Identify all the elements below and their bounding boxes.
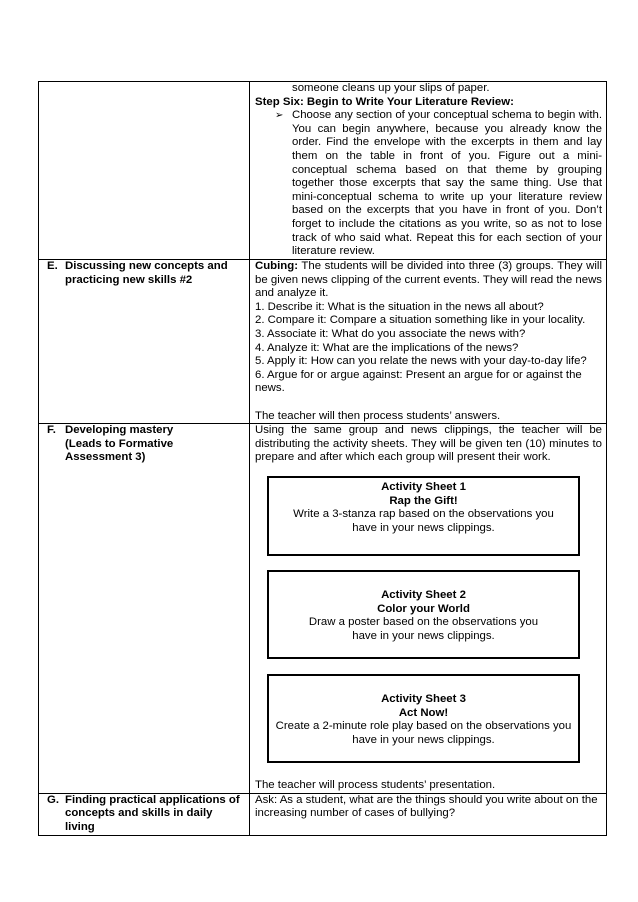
activity-sheet-task: Draw a poster based on the observations you have in your news clippings. <box>308 616 539 642</box>
step-six-title: Step Six: Begin to Write Your Literature Review: <box>255 95 514 108</box>
cubing-item: 4. Analyze it: What are the implications of the news? <box>255 341 519 354</box>
row-f-content-cell <box>250 424 607 793</box>
activity-sheet-task: Write a 3-stanza rap based on the observations you have in your news clippings. <box>293 508 554 534</box>
cubing-item: 2. Compare it: Compare a situation something like in your locality. <box>255 314 586 327</box>
activity-sheet-title: Activity Sheet 3 <box>381 692 466 705</box>
arrow-bullet-icon: ➢ <box>275 110 284 122</box>
row-e-content-cell <box>250 260 607 424</box>
row-g-text: Ask: As a student, what are the things should you write about on the increasing number of cases of bullying? <box>255 793 598 820</box>
activity-sheet-3 <box>267 674 580 763</box>
cubing-item: 3. Associate it: What do you associate the news with? <box>255 327 526 340</box>
row-g-content-cell <box>250 793 607 835</box>
row-g-letter: G. <box>47 793 60 806</box>
row-e <box>39 260 607 424</box>
row-f-label-cell <box>39 424 250 793</box>
activity-sheet-name: Color your World <box>377 602 470 615</box>
cubing-item: 6. Argue for or argue against: Present an argue for or against the news. <box>255 368 582 395</box>
cubing-intro <box>255 260 602 301</box>
row-continuation-content-cell <box>250 82 607 260</box>
row-g-label-cell <box>39 793 250 835</box>
cubing-lead: Cubing: <box>255 260 299 272</box>
row-g <box>39 793 607 835</box>
row-f <box>39 424 607 793</box>
continuation-text: someone cleans up your slips of paper. <box>292 82 490 94</box>
activity-sheet-name: Rap the Gift! <box>389 494 458 507</box>
row-g-label: Finding practical applications of concepts and skills in daily living <box>65 793 240 833</box>
row-f-letter: F. <box>47 424 56 437</box>
cubing-item: 1. Describe it: What is the situation in the news all about? <box>255 300 544 313</box>
row-e-letter: E. <box>47 260 58 272</box>
activity-sheet-title: Activity Sheet 1 <box>381 480 466 493</box>
lesson-plan-table <box>38 81 607 836</box>
row-e-label-cell <box>39 260 250 424</box>
activity-sheet-task: Create a 2-minute role play based on the observations you have in your news clippings. <box>275 720 572 746</box>
step-six-bullet-text: Choose any section of your conceptual schema to begin with. You can begin anywhere, because you already know the order. Find the envelope with the excerpts in them and lay them on the table in front of you. Figure out a mini-conceptual schema based on that theme by grouping together those excerpts that say the same thing. Use that mini-conceptual schema to write up your literature review based on the excerpts that you have in front of you. Don’t forget to include the citations as you write, so as not to lose track of who said what. Repeat this for each section of your literature review. <box>292 109 602 258</box>
cubing-item: 5. Apply it: How can you relate the news with your day-to-day life? <box>255 355 587 368</box>
activity-sheet-1 <box>267 476 580 556</box>
activity-sheet-title: Activity Sheet 2 <box>381 588 466 601</box>
row-continuation <box>39 82 607 260</box>
row-f-intro: Using the same group and news clippings, the teacher will be distributing the activity sheets. They will be given ten (10) minutes to prepare and after which each group will present their work. <box>255 424 602 464</box>
row-e-closing: The teacher will then process students’ answers. <box>255 409 501 422</box>
row-f-closing: The teacher will process students’ presentation. <box>255 778 496 791</box>
step-six-bullet <box>255 109 602 259</box>
row-f-label: Developing mastery (Leads to Formative Assessment 3) <box>65 424 174 464</box>
activity-sheet-name: Act Now! <box>398 706 449 719</box>
activity-sheet-2 <box>267 570 580 659</box>
cubing-text: The students will be divided into three (3) groups. They will be given news clipping of the current events. They will read the news and analyze it. <box>255 260 602 300</box>
row-continuation-label-cell <box>39 82 250 260</box>
row-e-label: Discussing new concepts and practicing new skills #2 <box>65 260 228 286</box>
